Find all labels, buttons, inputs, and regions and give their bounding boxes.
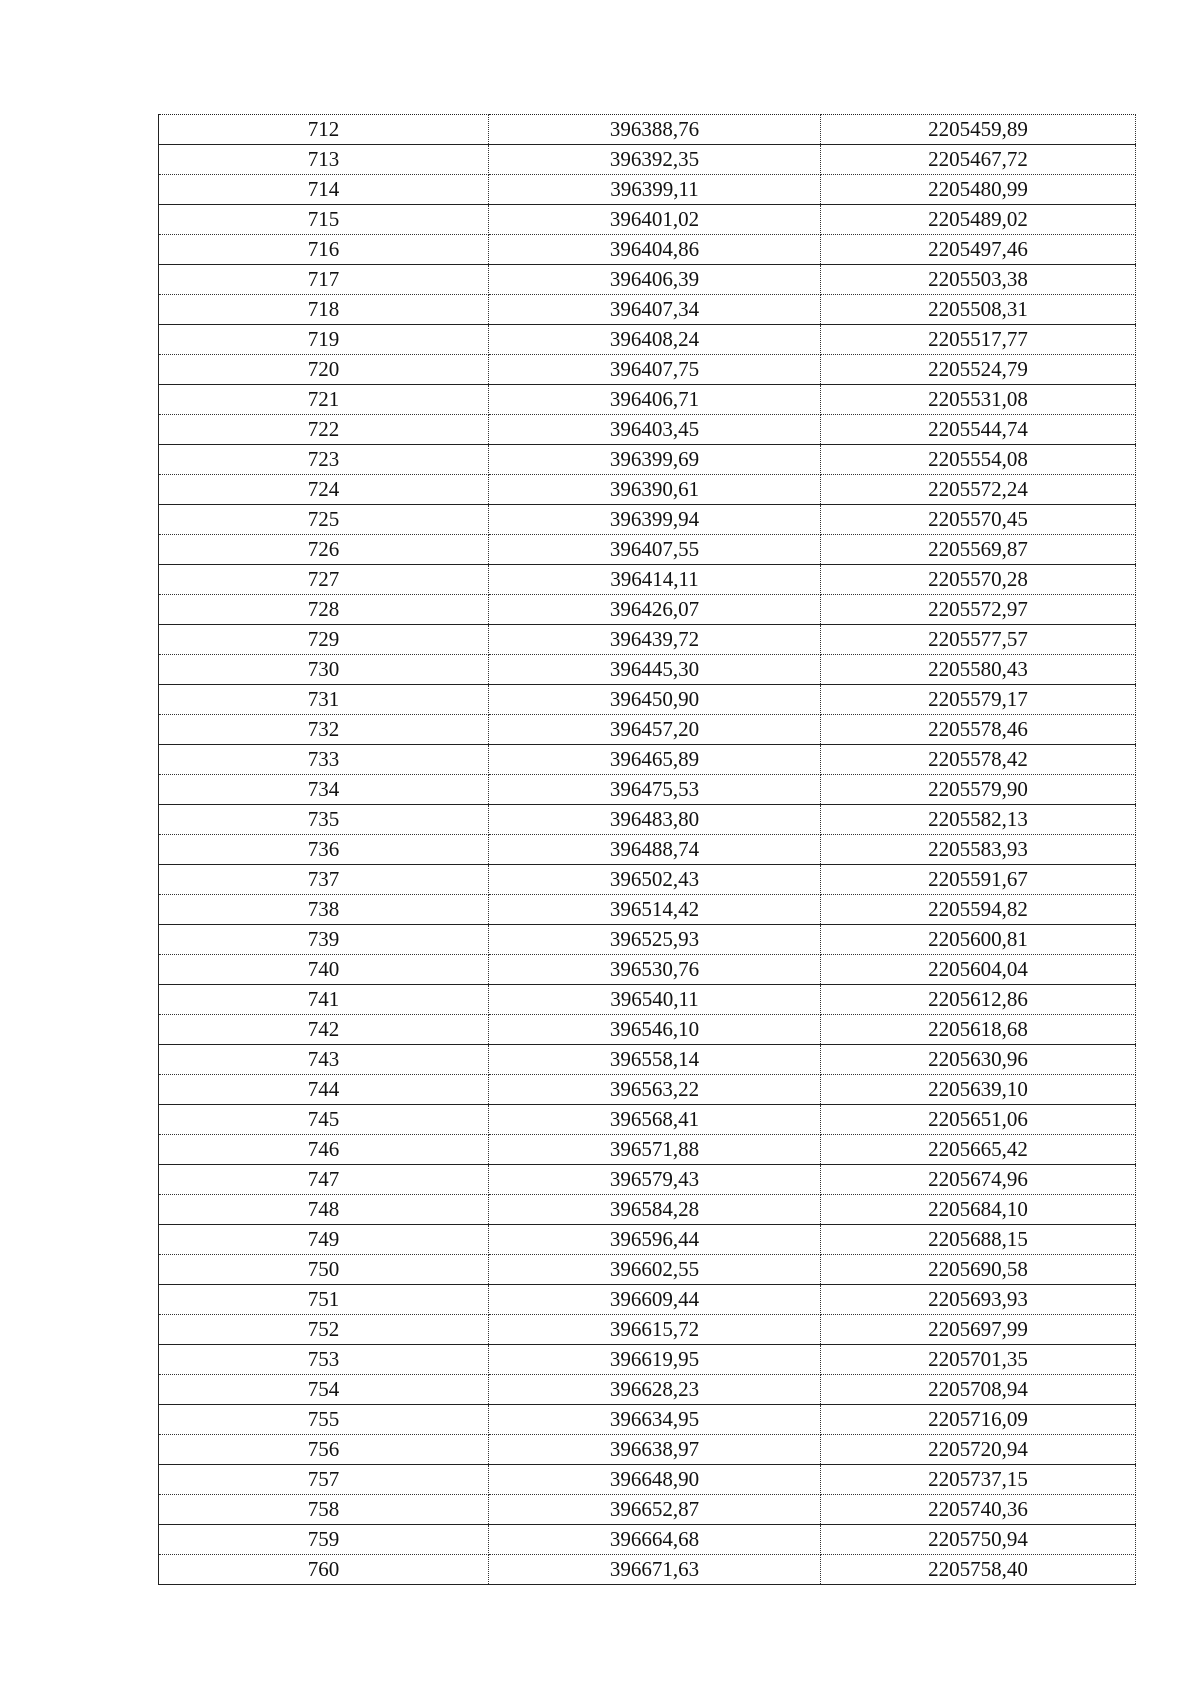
- y-coordinate-cell: 2205594,82: [821, 895, 1136, 925]
- y-coordinate-cell: 2205569,87: [821, 535, 1136, 565]
- point-number-cell: 716: [159, 235, 489, 265]
- table-row: [159, 895, 1136, 925]
- table-row: [159, 115, 1136, 145]
- table-row: [159, 295, 1136, 325]
- point-number-cell: 712: [159, 115, 489, 145]
- point-number-cell: 742: [159, 1015, 489, 1045]
- point-number-cell: 728: [159, 595, 489, 625]
- table-row: [159, 925, 1136, 955]
- point-number-cell: 724: [159, 475, 489, 505]
- point-number-cell: 739: [159, 925, 489, 955]
- x-coordinate-cell: 396638,97: [489, 1435, 821, 1465]
- y-coordinate-cell: 2205740,36: [821, 1495, 1136, 1525]
- y-coordinate-cell: 2205531,08: [821, 385, 1136, 415]
- y-coordinate-cell: 2205489,02: [821, 205, 1136, 235]
- point-number-cell: 738: [159, 895, 489, 925]
- point-number-cell: 735: [159, 805, 489, 835]
- table-row: [159, 1045, 1136, 1075]
- y-coordinate-cell: 2205612,86: [821, 985, 1136, 1015]
- y-coordinate-cell: 2205651,06: [821, 1105, 1136, 1135]
- x-coordinate-cell: 396530,76: [489, 955, 821, 985]
- x-coordinate-cell: 396392,35: [489, 145, 821, 175]
- point-number-cell: 754: [159, 1375, 489, 1405]
- x-coordinate-cell: 396407,75: [489, 355, 821, 385]
- table-row: [159, 325, 1136, 355]
- table-row: [159, 145, 1136, 175]
- y-coordinate-cell: 2205690,58: [821, 1255, 1136, 1285]
- table-row: [159, 985, 1136, 1015]
- point-number-cell: 743: [159, 1045, 489, 1075]
- table-row: [159, 1285, 1136, 1315]
- table-row: [159, 1075, 1136, 1105]
- table-row: [159, 175, 1136, 205]
- table-row: [159, 1375, 1136, 1405]
- x-coordinate-cell: 396502,43: [489, 865, 821, 895]
- x-coordinate-cell: 396406,71: [489, 385, 821, 415]
- table-row: [159, 1345, 1136, 1375]
- point-number-cell: 713: [159, 145, 489, 175]
- y-coordinate-cell: 2205582,13: [821, 805, 1136, 835]
- x-coordinate-cell: 396488,74: [489, 835, 821, 865]
- point-number-cell: 714: [159, 175, 489, 205]
- point-number-cell: 720: [159, 355, 489, 385]
- y-coordinate-cell: 2205497,46: [821, 235, 1136, 265]
- y-coordinate-cell: 2205570,28: [821, 565, 1136, 595]
- table-row: [159, 415, 1136, 445]
- y-coordinate-cell: 2205600,81: [821, 925, 1136, 955]
- point-number-cell: 747: [159, 1165, 489, 1195]
- y-coordinate-cell: 2205591,67: [821, 865, 1136, 895]
- x-coordinate-cell: 396475,53: [489, 775, 821, 805]
- x-coordinate-cell: 396571,88: [489, 1135, 821, 1165]
- x-coordinate-cell: 396648,90: [489, 1465, 821, 1495]
- x-coordinate-cell: 396664,68: [489, 1525, 821, 1555]
- x-coordinate-cell: 396514,42: [489, 895, 821, 925]
- point-number-cell: 752: [159, 1315, 489, 1345]
- x-coordinate-cell: 396579,43: [489, 1165, 821, 1195]
- y-coordinate-cell: 2205517,77: [821, 325, 1136, 355]
- point-number-cell: 718: [159, 295, 489, 325]
- point-number-cell: 736: [159, 835, 489, 865]
- point-number-cell: 717: [159, 265, 489, 295]
- y-coordinate-cell: 2205579,90: [821, 775, 1136, 805]
- x-coordinate-cell: 396414,11: [489, 565, 821, 595]
- x-coordinate-cell: 396407,34: [489, 295, 821, 325]
- point-number-cell: 715: [159, 205, 489, 235]
- x-coordinate-cell: 396399,94: [489, 505, 821, 535]
- point-number-cell: 756: [159, 1435, 489, 1465]
- x-coordinate-cell: 396439,72: [489, 625, 821, 655]
- point-number-cell: 746: [159, 1135, 489, 1165]
- x-coordinate-cell: 396407,55: [489, 535, 821, 565]
- x-coordinate-cell: 396584,28: [489, 1195, 821, 1225]
- table-row: [159, 595, 1136, 625]
- y-coordinate-cell: 2205674,96: [821, 1165, 1136, 1195]
- point-number-cell: 748: [159, 1195, 489, 1225]
- x-coordinate-cell: 396404,86: [489, 235, 821, 265]
- table-row: [159, 265, 1136, 295]
- y-coordinate-cell: 2205467,72: [821, 145, 1136, 175]
- x-coordinate-cell: 396483,80: [489, 805, 821, 835]
- point-number-cell: 723: [159, 445, 489, 475]
- y-coordinate-cell: 2205688,15: [821, 1225, 1136, 1255]
- y-coordinate-cell: 2205583,93: [821, 835, 1136, 865]
- y-coordinate-cell: 2205580,43: [821, 655, 1136, 685]
- coordinates-table: [158, 114, 1136, 1585]
- table-row: [159, 745, 1136, 775]
- x-coordinate-cell: 396465,89: [489, 745, 821, 775]
- point-number-cell: 757: [159, 1465, 489, 1495]
- table-row: [159, 655, 1136, 685]
- x-coordinate-cell: 396450,90: [489, 685, 821, 715]
- point-number-cell: 726: [159, 535, 489, 565]
- x-coordinate-cell: 396388,76: [489, 115, 821, 145]
- table-row: [159, 355, 1136, 385]
- x-coordinate-cell: 396406,39: [489, 265, 821, 295]
- y-coordinate-cell: 2205750,94: [821, 1525, 1136, 1555]
- point-number-cell: 745: [159, 1105, 489, 1135]
- table-row: [159, 1225, 1136, 1255]
- point-number-cell: 741: [159, 985, 489, 1015]
- y-coordinate-cell: 2205697,99: [821, 1315, 1136, 1345]
- point-number-cell: 727: [159, 565, 489, 595]
- table-row: [159, 1555, 1136, 1585]
- x-coordinate-cell: 396401,02: [489, 205, 821, 235]
- point-number-cell: 722: [159, 415, 489, 445]
- table-row: [159, 1465, 1136, 1495]
- point-number-cell: 729: [159, 625, 489, 655]
- table-row: [159, 475, 1136, 505]
- table-row: [159, 955, 1136, 985]
- y-coordinate-cell: 2205665,42: [821, 1135, 1136, 1165]
- y-coordinate-cell: 2205572,97: [821, 595, 1136, 625]
- table-row: [159, 1195, 1136, 1225]
- y-coordinate-cell: 2205618,68: [821, 1015, 1136, 1045]
- table-row: [159, 1495, 1136, 1525]
- table-row: [159, 1315, 1136, 1345]
- x-coordinate-cell: 396403,45: [489, 415, 821, 445]
- table-row: [159, 385, 1136, 415]
- y-coordinate-cell: 2205554,08: [821, 445, 1136, 475]
- table-row: [159, 235, 1136, 265]
- table-row: [159, 865, 1136, 895]
- x-coordinate-cell: 396558,14: [489, 1045, 821, 1075]
- x-coordinate-cell: 396652,87: [489, 1495, 821, 1525]
- point-number-cell: 753: [159, 1345, 489, 1375]
- x-coordinate-cell: 396596,44: [489, 1225, 821, 1255]
- y-coordinate-cell: 2205578,42: [821, 745, 1136, 775]
- x-coordinate-cell: 396615,72: [489, 1315, 821, 1345]
- y-coordinate-cell: 2205572,24: [821, 475, 1136, 505]
- x-coordinate-cell: 396568,41: [489, 1105, 821, 1135]
- y-coordinate-cell: 2205577,57: [821, 625, 1136, 655]
- table-row: [159, 775, 1136, 805]
- x-coordinate-cell: 396602,55: [489, 1255, 821, 1285]
- point-number-cell: 731: [159, 685, 489, 715]
- y-coordinate-cell: 2205524,79: [821, 355, 1136, 385]
- point-number-cell: 755: [159, 1405, 489, 1435]
- table-row: [159, 1105, 1136, 1135]
- point-number-cell: 732: [159, 715, 489, 745]
- point-number-cell: 740: [159, 955, 489, 985]
- point-number-cell: 730: [159, 655, 489, 685]
- table-row: [159, 1015, 1136, 1045]
- y-coordinate-cell: 2205708,94: [821, 1375, 1136, 1405]
- y-coordinate-cell: 2205630,96: [821, 1045, 1136, 1075]
- y-coordinate-cell: 2205579,17: [821, 685, 1136, 715]
- table-row: [159, 1435, 1136, 1465]
- x-coordinate-cell: 396609,44: [489, 1285, 821, 1315]
- point-number-cell: 750: [159, 1255, 489, 1285]
- table-row: [159, 445, 1136, 475]
- point-number-cell: 758: [159, 1495, 489, 1525]
- x-coordinate-cell: 396619,95: [489, 1345, 821, 1375]
- table-row: [159, 535, 1136, 565]
- x-coordinate-cell: 396634,95: [489, 1405, 821, 1435]
- table-row: [159, 1165, 1136, 1195]
- y-coordinate-cell: 2205737,15: [821, 1465, 1136, 1495]
- x-coordinate-cell: 396445,30: [489, 655, 821, 685]
- x-coordinate-cell: 396399,11: [489, 175, 821, 205]
- y-coordinate-cell: 2205604,04: [821, 955, 1136, 985]
- table-row: [159, 1525, 1136, 1555]
- table-row: [159, 505, 1136, 535]
- table-row: [159, 1135, 1136, 1165]
- y-coordinate-cell: 2205684,10: [821, 1195, 1136, 1225]
- y-coordinate-cell: 2205701,35: [821, 1345, 1136, 1375]
- x-coordinate-cell: 396390,61: [489, 475, 821, 505]
- y-coordinate-cell: 2205480,99: [821, 175, 1136, 205]
- table-row: [159, 805, 1136, 835]
- coordinates-table-body: [159, 115, 1136, 1585]
- point-number-cell: 749: [159, 1225, 489, 1255]
- point-number-cell: 721: [159, 385, 489, 415]
- table-row: [159, 625, 1136, 655]
- x-coordinate-cell: 396525,93: [489, 925, 821, 955]
- table-row: [159, 565, 1136, 595]
- x-coordinate-cell: 396426,07: [489, 595, 821, 625]
- x-coordinate-cell: 396628,23: [489, 1375, 821, 1405]
- point-number-cell: 733: [159, 745, 489, 775]
- table-row: [159, 1405, 1136, 1435]
- y-coordinate-cell: 2205459,89: [821, 115, 1136, 145]
- y-coordinate-cell: 2205544,74: [821, 415, 1136, 445]
- point-number-cell: 759: [159, 1525, 489, 1555]
- y-coordinate-cell: 2205508,31: [821, 295, 1136, 325]
- point-number-cell: 719: [159, 325, 489, 355]
- y-coordinate-cell: 2205716,09: [821, 1405, 1136, 1435]
- y-coordinate-cell: 2205720,94: [821, 1435, 1136, 1465]
- y-coordinate-cell: 2205503,38: [821, 265, 1136, 295]
- x-coordinate-cell: 396399,69: [489, 445, 821, 475]
- x-coordinate-cell: 396546,10: [489, 1015, 821, 1045]
- y-coordinate-cell: 2205578,46: [821, 715, 1136, 745]
- x-coordinate-cell: 396540,11: [489, 985, 821, 1015]
- y-coordinate-cell: 2205693,93: [821, 1285, 1136, 1315]
- point-number-cell: 760: [159, 1555, 489, 1585]
- x-coordinate-cell: 396408,24: [489, 325, 821, 355]
- table-row: [159, 835, 1136, 865]
- x-coordinate-cell: 396563,22: [489, 1075, 821, 1105]
- y-coordinate-cell: 2205639,10: [821, 1075, 1136, 1105]
- point-number-cell: 751: [159, 1285, 489, 1315]
- point-number-cell: 744: [159, 1075, 489, 1105]
- y-coordinate-cell: 2205758,40: [821, 1555, 1136, 1585]
- point-number-cell: 737: [159, 865, 489, 895]
- y-coordinate-cell: 2205570,45: [821, 505, 1136, 535]
- point-number-cell: 734: [159, 775, 489, 805]
- table-row: [159, 715, 1136, 745]
- table-row: [159, 205, 1136, 235]
- point-number-cell: 725: [159, 505, 489, 535]
- x-coordinate-cell: 396671,63: [489, 1555, 821, 1585]
- x-coordinate-cell: 396457,20: [489, 715, 821, 745]
- table-row: [159, 685, 1136, 715]
- table-row: [159, 1255, 1136, 1285]
